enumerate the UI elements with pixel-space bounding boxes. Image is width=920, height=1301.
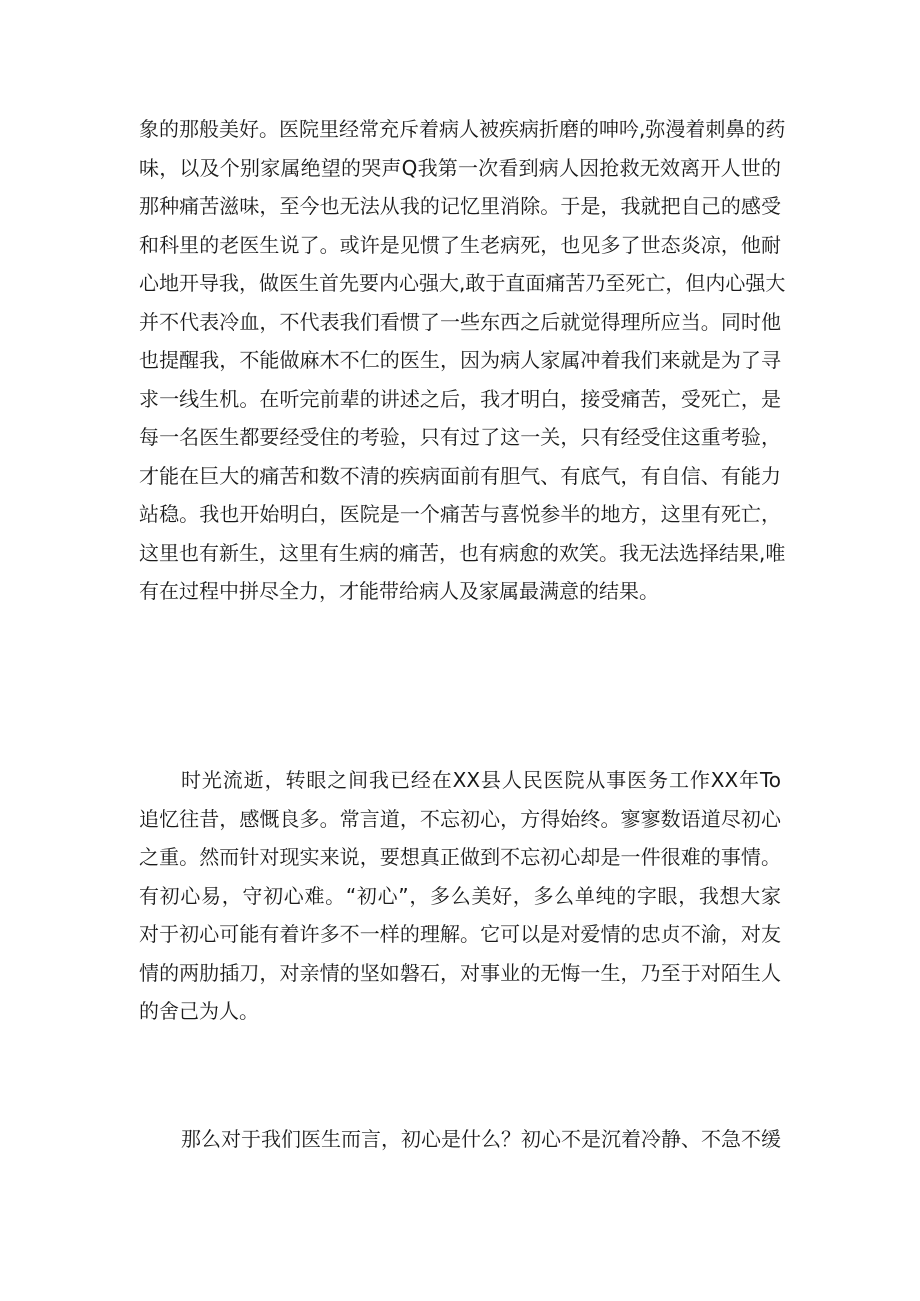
paragraph-line: 那么对于我们医生而言，初心是什么？初心不是沉着冷静、不急不缓 bbox=[181, 1127, 781, 1151]
paragraph-line: 味，以及个别家属绝望的哭声Q我第一次看到病人因抢救无效离开人世的 bbox=[139, 155, 781, 180]
paragraph-line: 的舍己为人。 bbox=[139, 999, 259, 1023]
paragraph-line: 时光流逝，转眼之间我已经在XX县人民医院从事医务工作XX年To bbox=[181, 768, 781, 792]
paragraph-line: 对于初心可能有着许多不一样的理解。它可以是对爱情的忠贞不渝，对友 bbox=[139, 922, 781, 946]
paragraph-3 bbox=[139, 1120, 781, 1159]
paragraph-line: 和科里的老医生说了。或许是见惯了生老病死，也见多了世态炎凉，他耐 bbox=[139, 232, 781, 257]
paragraph-line: 心地开导我，做医生首先要内心强大,敢于直面痛苦乃至死亡，但内心强大 bbox=[139, 271, 786, 295]
paragraph-line: 站稳。我也开始明白，医院是一个痛苦与喜悦参半的地方，这里有死亡， bbox=[139, 502, 781, 526]
paragraph-line: 求一线生机。在听完前辈的讲述之后，我才明白，接受痛苦，受死亡，是 bbox=[139, 386, 781, 411]
paragraph-line: 情的两肋插刀，对亲情的坚如磐石，对事业的无悔一生，乃至于对陌生人 bbox=[139, 960, 781, 985]
paragraph-line: 象的那般美好。医院里经常充斥着病人被疾病折磨的呻吟,弥漫着刺鼻的药 bbox=[139, 117, 786, 141]
paragraph-line: 才能在巨大的痛苦和数不清的疾病面前有胆气、有底气，有自信、有能力 bbox=[139, 463, 781, 488]
paragraph-line: 那种痛苦滋味，至今也无法从我的记忆里消除。于是，我就把自己的感受 bbox=[139, 194, 781, 218]
paragraph-line: 之重。然而针对现实来说，要想真正做到不忘初心却是一件很难的事情。 bbox=[139, 845, 781, 869]
paragraph-line: 有在过程中拼尽全力，才能带给病人及家属最满意的结果。 bbox=[139, 579, 659, 603]
paragraph-line: 也提醒我，不能做麻木不仁的医生，因为病人家属冲着我们来就是为了寻 bbox=[139, 348, 781, 372]
paragraph-1 bbox=[139, 110, 786, 611]
paragraph-line: 并不代表冷血，不代表我们看惯了一些东西之后就觉得理所应当。同时他 bbox=[139, 309, 781, 334]
paragraph-line: 这里也有新生，这里有生病的痛苦，也有病愈的欢笑。我无法选择结果,唯 bbox=[139, 540, 786, 565]
paragraph-line: 追忆往昔，感慨良多。常言道，不忘初心，方得始终。寥寥数语道尽初心 bbox=[139, 806, 781, 831]
paragraph-2 bbox=[139, 761, 781, 1031]
paragraph-line: 每一名医生都要经受住的考验，只有过了这一关，只有经受住这重考验， bbox=[139, 425, 781, 449]
paragraph-line: 有初心易，守初心难。“初心”，多么美好，多么单纯的字眼，我想大家 bbox=[139, 883, 781, 908]
